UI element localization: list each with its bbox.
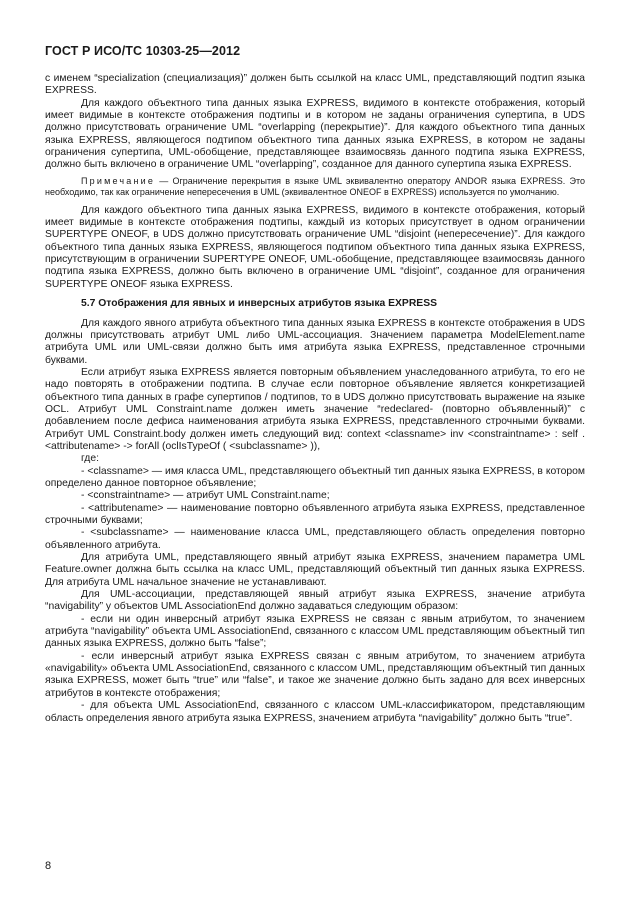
list-item: - <classname> — имя класса UML, представляющего объектный тип данных языка EXPRESS, в котором определено данное повторное объявление; bbox=[45, 465, 585, 489]
document-body bbox=[45, 73, 585, 725]
note bbox=[45, 176, 585, 199]
paragraph: Для UML-ассоциации, представляющей явный атрибут языка EXPRESS, значение атрибута “navigability” у объектов UML AssociationEnd должно задаваться следующим образом: bbox=[45, 589, 585, 613]
paragraph: Для каждого явного атрибута объектного типа данных языка EXPRESS в контексте отображения в UDS должны присутствовать атрибут UML либо UML-ассоциация. Значением параметра ModelElement.name атрибута UML или UML-связи должно быть имя атрибута языка EXPRESS, представленное строчными буквами. bbox=[45, 317, 585, 366]
section-heading: 5.7 Отображения для явных и инверсных атрибутов языка EXPRESS bbox=[81, 298, 438, 310]
page-number: 8 bbox=[45, 860, 52, 872]
note-label: Примечание bbox=[81, 175, 156, 186]
paragraph: Для каждого объектного типа данных языка EXPRESS, видимого в контексте отображения, который имеет видимые в контексте отображения подтипы и в котором не заданы ограничения супертипа, в UDS должно присутствовать ограничение UML “overlapping (перекрытие)”. Для каждого объектного типа данных языка EXPRESS, являющегося подтипом объектного типа данных языка EXPRESS, в котором не заданы ограничения супертипа, UML-обобщение, представляющее взаимосвязь данного подтипа языка EXPRESS, должно быть включено в ограничение UML “overlapping”, созданное для данного супертипа языка EXPRESS. bbox=[45, 97, 585, 171]
list-item: - <subclassname> — наименование класса UML, представляющего область определения повторно объявленного атрибута. bbox=[45, 527, 585, 551]
paragraph: с именем “specialization (специализация)” должен быть ссылкой на класс UML, представляющий подтип языка EXPRESS. bbox=[45, 73, 585, 97]
note-text: — Ограничение перекрытия в языке UML эквивалентно оператору ANDOR языка EXPRESS. Это необходимо, так как ограничение непересечения в UML (эквивалентное ONEOF в EXPRESS) используется по умолчанию. bbox=[45, 175, 585, 198]
list-item: - если ни один инверсный атрибут языка EXPRESS не связан с явным атрибутом, то значением атрибута “navigability” объекта UML AssociationEnd, связанного с классом UML представляющим объектный тип данных языка EXPRESS, должно быть “false”; bbox=[45, 613, 585, 650]
list-item: - <constraintname> — атрибут UML Constraint.name; bbox=[81, 490, 330, 502]
paragraph: где: bbox=[81, 453, 99, 465]
list-item: - <attributename> — наименование повторно объявленного атрибута языка EXPRESS, представленное строчными буквами; bbox=[45, 502, 585, 526]
document-header: ГОСТ Р ИСО/ТС 10303-25—2012 bbox=[45, 44, 241, 58]
paragraph: Для каждого объектного типа данных языка EXPRESS, видимого в контексте отображения, который имеет видимые в контексте отображения подтипы, каждый из которых присутствует в одном ограничении SUPERTYPE ONEOF, в UDS должно присутствовать ограничение UML “disjoint (непересечение)”. Для каждого объектного типа данных языка EXPRESS, являющегося подтипом объектного типа данных языка EXPRESS, присутствующим в ограничении SUPERTYPE ONEOF, UML-обобщение, представляющее взаимосвязь данного подтипа языка EXPRESS, должно быть включено в ограничение UML “disjoint”, созданное для ограничения SUPERTYPE ONEOF языка EXPRESS. bbox=[45, 204, 585, 290]
paragraph: Для атрибута UML, представляющего явный атрибут языка EXPRESS, значением параметра UML Feature.owner должна быть ссылка на класс UML, представляющий объектный тип данных языка EXPRESS. Для атрибута UML начальное значение не устанавливают. bbox=[45, 552, 585, 588]
list-item: - для объекта UML AssociationEnd, связанного с классом UML-классификатором, представляющим область определения явного атрибута языка EXPRESS, значением атрибута “navigability” должно быть “true”. bbox=[45, 700, 585, 724]
list-item: - если инверсный атрибут языка EXPRESS связан с явным атрибутом, то значением атрибута «navigability» объекта UML AssociationEnd, связанного с классом UML, представляющим объектный тип данных языка EXPRESS, может быть “true” или “false”, и такое же значение должно быть задано для всех инверсных атрибутов в контексте отображения; bbox=[45, 650, 585, 699]
paragraph: Если атрибут языка EXPRESS является повторным объявлением унаследованного атрибута, то его не надо повторять в отображении подтипа. В случае если повторное объявление является конкретизацией объектного типа данных в графе супертипов / подтипов, то в UDS должно присутствовать выражение на языке OCL. Атрибут UML Constraint.name должен иметь значение “redeclared- (повторно объявленный)” с добавлением после дефиса наименования атрибута языка EXPRESS, представленного строчными буквами. Атрибут UML Constraint.body должен иметь следующий вид: context <classname> inv <constraintname> : self . <attributename> -> forAll (oclIsTypeOf ( <subclassname> )), bbox=[45, 366, 585, 452]
